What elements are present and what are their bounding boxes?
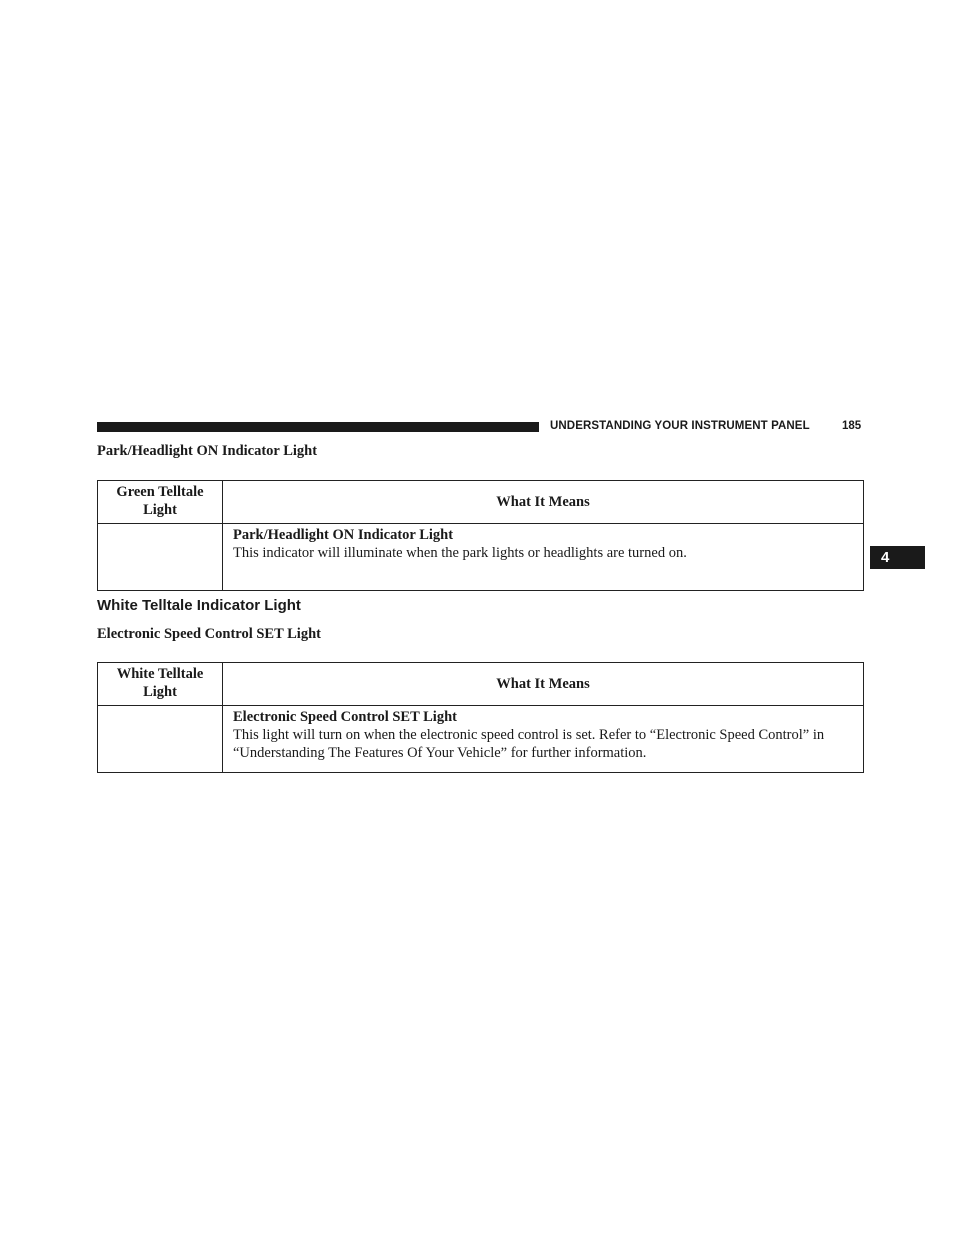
page-number: 185 (842, 420, 862, 432)
col1-header-cell (98, 481, 223, 524)
white-telltale-heading: White Telltale Indicator Light (97, 597, 301, 614)
table-row (98, 524, 864, 591)
telltale-icon-cell (98, 706, 223, 773)
col1-header: White Telltale Light (116, 666, 204, 700)
entry-title: Park/Headlight ON Indicator Light (233, 527, 454, 543)
table-row (98, 706, 864, 773)
telltale-icon-cell (98, 524, 223, 591)
entry-text: This light will turn on when the electronic speed control is set. Refer to “Electronic Speed Control” in “Understanding The Features Of Your Vehicle” for further information. (233, 727, 825, 761)
white-telltale-table (97, 662, 864, 773)
park-headlight-heading: Park/Headlight ON Indicator Light (97, 443, 318, 459)
col2-header: What It Means (223, 663, 864, 706)
chapter-tab[interactable]: 4 (870, 546, 925, 569)
entry-text: This indicator will illuminate when the park lights or headlights are turned on. (233, 545, 687, 561)
running-header-title: UNDERSTANDING YOUR INSTRUMENT PANEL (550, 420, 810, 432)
meaning-cell (223, 524, 864, 591)
entry-title: Electronic Speed Control SET Light (233, 709, 457, 725)
col1-header-cell (98, 663, 223, 706)
table-header-row (98, 481, 864, 524)
col2-header: What It Means (223, 481, 864, 524)
meaning-cell (223, 706, 864, 773)
table-header-row (98, 663, 864, 706)
header-rule (97, 422, 539, 432)
esc-set-heading: Electronic Speed Control SET Light (97, 626, 321, 642)
col1-header: Green Telltale Light (116, 484, 204, 518)
green-telltale-table (97, 480, 864, 591)
